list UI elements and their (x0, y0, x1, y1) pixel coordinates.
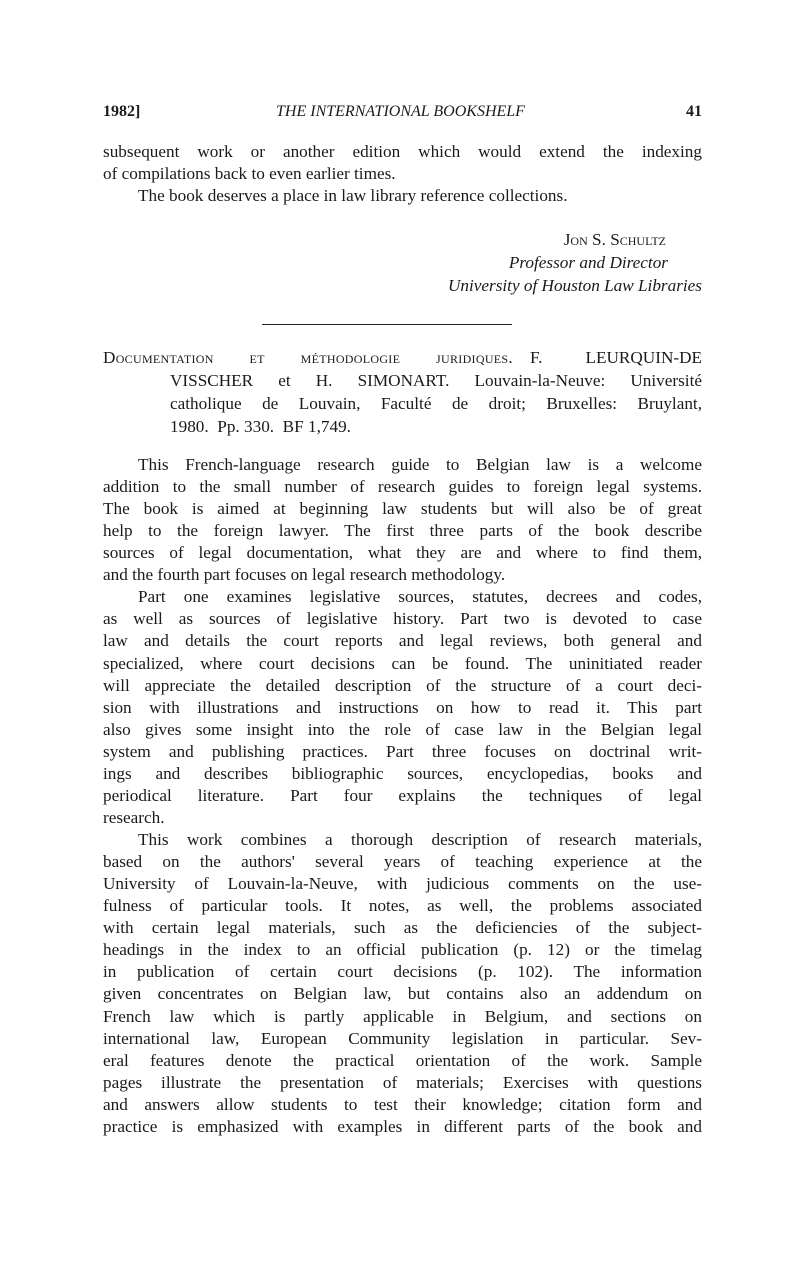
review-line: periodical literature. Part four explains the techniques of legal (103, 785, 702, 805)
review-line: as well as sources of legislative history. Part two is devoted to case (103, 609, 702, 629)
review-line: specialized, where court decisions can be found. The uninitiated reader (103, 653, 702, 673)
reviewer-title: Professor and Director (508, 253, 668, 272)
review-line: Part one examines legislative sources, statutes, decrees and codes, (138, 587, 702, 607)
review-line: University of Louvain-la-Neuve, with judicious comments on the use- (103, 874, 702, 894)
review-line: research. (103, 807, 165, 827)
review-line: help to the foreign lawyer. The first three parts of the book describe (103, 521, 702, 541)
review-line: in publication of certain court decisions (p. 102). The information (103, 962, 702, 982)
review-line: addition to the small number of research guides to foreign legal systems. (103, 477, 702, 497)
review-line: and the fourth part focuses on legal research methodology. (103, 565, 506, 585)
review-line: French law which is partly applicable in Belgium, and sections on (103, 1006, 702, 1026)
citation-line: 1980. Pp. 330. BF 1,749. (170, 417, 351, 436)
review-line: practice is emphasized with examples in different parts of the book and (103, 1116, 702, 1136)
reviewer-name: Jon S. Schultz (563, 230, 666, 249)
citation-line: F. LEURQUIN-DE (530, 348, 702, 367)
section-divider (262, 324, 512, 325)
review-line: given concentrates on Belgian law, but contains also an addendum on (103, 984, 702, 1004)
review-line: sources of legal documentation, what they are and where to find them, (103, 543, 702, 563)
reviewer-affiliation: University of Houston Law Libraries (447, 276, 702, 295)
review-line: based on the authors' several years of teaching experience at the (103, 852, 702, 872)
review-line: will appreciate the detailed description of the structure of a court deci- (103, 675, 702, 695)
review-line: eral features denote the practical orientation of the work. Sample (103, 1050, 702, 1070)
review-line: pages illustrate the presentation of materials; Exercises with questions (103, 1072, 702, 1092)
review-line: The book is aimed at beginning law students but will also be of great (103, 499, 702, 519)
review-line: This work combines a thorough description of research materials, (138, 830, 702, 850)
running-title: THE INTERNATIONAL BOOKSHELF (276, 103, 525, 120)
review-line: fulness of particular tools. It notes, as well, the problems associated (103, 896, 702, 916)
review-line: ings and describes bibliographic sources, encyclopedias, books and (103, 763, 702, 783)
page-number: 41 (686, 103, 702, 120)
review-line: headings in the index to an official publication (p. 12) or the timelag (103, 940, 702, 960)
citation-line: VISSCHER et H. SIMONART. Louvain-la-Neuve: Université (170, 371, 702, 390)
review-line: international law, European Community legislation in particular. Sev- (103, 1028, 702, 1048)
closing-sentence: The book deserves a place in law library reference collections. (138, 186, 568, 205)
body-line: of compilations back to even earlier times. (103, 164, 396, 183)
body-line: subsequent work or another edition which would extend the indexing (103, 142, 702, 161)
review-line: system and publishing practices. Part three focuses on doctrinal writ- (103, 741, 702, 761)
review-line: law and details the court reports and legal reviews, both general and (103, 631, 702, 651)
review-line: This French-language research guide to Belgian law is a welcome (138, 455, 702, 474)
review-line: with certain legal materials, such as the deficiencies of the subject- (103, 918, 702, 938)
review-line: and answers allow students to test their knowledge; citation form and (103, 1094, 702, 1114)
review-line: sion with illustrations and instructions on how to read it. This part (103, 697, 702, 717)
review-line: also gives some insight into the role of case law in the Belgian legal (103, 719, 702, 739)
header-year: 1982] (103, 103, 141, 120)
book-title: Documentation et méthodologie juridiques. (103, 348, 513, 367)
citation-line: catholique de Louvain, Faculté de droit; Bruxelles: Bruylant, (170, 394, 702, 413)
